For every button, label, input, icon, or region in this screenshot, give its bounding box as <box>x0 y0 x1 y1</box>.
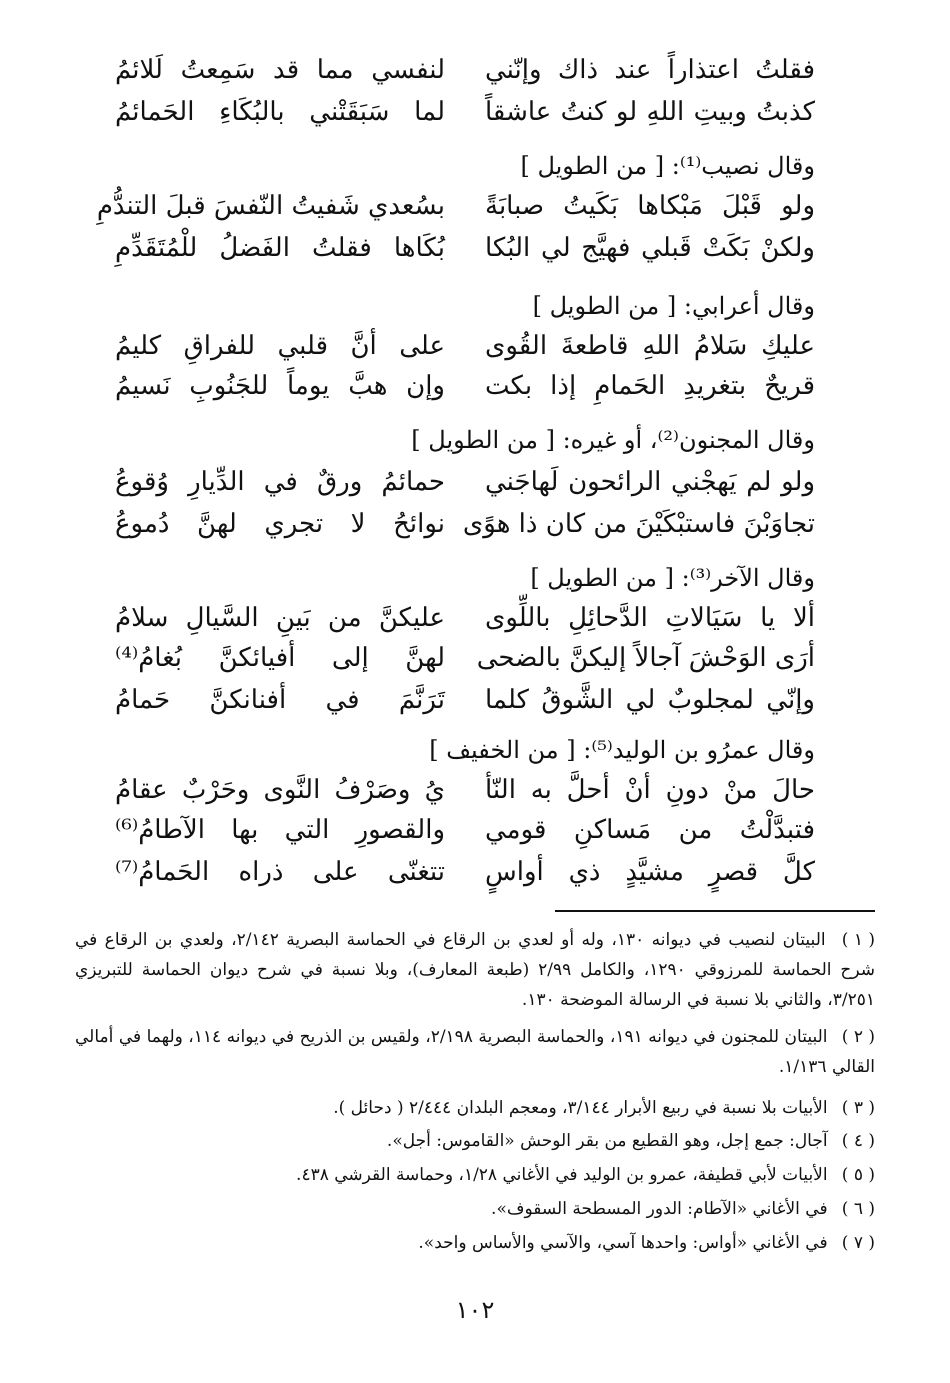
footnote-text: الأبيات بلا نسبة في ربيع الأبرار ٣/١٤٤، ومعجم البلدان ٢/٤٤٤ ( دحائل ). <box>333 1098 828 1118</box>
verse-line <box>115 326 815 366</box>
verse-second-hemistich: على أنَّ قلبي للفراقِ كليمُ <box>115 331 445 361</box>
poem-intro: وقال نصيب⁽¹⁾: [ من الطويل ] <box>520 152 815 180</box>
footnote-number: ( ١ ) <box>841 930 875 950</box>
verse-first-hemistich: كذبتُ وبيتِ اللهِ لو كنتُ عاشقاً <box>485 97 815 127</box>
verse-line <box>115 462 815 502</box>
footnote-text: في الأغاني «أواس: واحدها آسي، والآسي والأساس واحد». <box>418 1233 828 1253</box>
footnote-number: ( ٤ ) <box>841 1131 875 1151</box>
footnote <box>75 1194 875 1224</box>
verse-line <box>115 366 815 406</box>
verse-second-hemistich: يُ وصَرْفُ النَّوى وحَرْبٌ عقامُ <box>115 775 445 805</box>
verse-line <box>115 50 815 90</box>
verse-first-hemistich: فقلتُ اعتذاراً عند ذاك وإنّني <box>485 55 815 85</box>
footnote-number: ( ٧ ) <box>841 1233 875 1253</box>
verse-line <box>115 92 815 132</box>
verse-second-hemistich: نوائحُ لا تجري لهنَّ دُموعُ <box>115 509 445 539</box>
verse-second-hemistich: لهنَّ إلى أفيائكنَّ بُغامُ⁽⁴⁾ <box>115 643 445 673</box>
footnote-number: ( ٢ ) <box>841 1027 876 1047</box>
verse-first-hemistich: ألا يا سَيَالاتِ الدَّحائِلِ باللِّوى <box>485 603 815 633</box>
page-number: ١٠٢ <box>455 1296 495 1324</box>
verse-line <box>96 186 815 226</box>
verse-first-hemistich: ولكنْ بَكَتْ قَبلي فهيَّج لي البُكا <box>485 233 815 263</box>
verse-first-hemistich: قريحٌ بتغريدِ الحَمامِ إذا بكت <box>485 371 815 401</box>
verse-line <box>115 638 815 678</box>
footnote-text: البيتان للمجنون في ديوانه ١٩١، والحماسة البصرية ٢/١٩٨، ولقيس بن الذريح في ديوانه ١١٤، ولهما في أمالي القالي ١/١٣٦. <box>75 1027 875 1077</box>
verse-second-hemistich: حمائمُ ورقٌ في الدِّيارِ وُقوعُ <box>115 467 445 497</box>
verse-first-hemistich: فتبدَّلْتُ من مَساكنِ قومي <box>485 815 815 845</box>
footnote-text: في الأغاني «الآطام: الدور المسطحة السقوف». <box>491 1199 828 1219</box>
verse-second-hemistich: والقصورِ التي بها الآطامُ⁽⁶⁾ <box>115 815 445 845</box>
poem-intro: وقال الآخر⁽³⁾: [ من الطويل ] <box>530 564 815 592</box>
footnote-text: البيتان لنصيب في ديوانه ١٣٠، وله أو لعدي بن الرقاع في الحماسة البصرية ٢/١٤٢، ولعدي بن الرقاع في شرح الحماسة للمرزوقي ١٢٩٠، والكامل ٢/٩٩ (طبعة المعارف)، وبلا نسبة في شرح ديوان الحماسة للتبريزي ٣/٢٥١، والثاني بلا نسبة في الرسالة الموضحة ١٣٠. <box>75 930 875 1010</box>
verse-first-hemistich: أرَى الوَحْشَ آجالاً إليكنَّ بالضحى <box>476 643 815 673</box>
verse-first-hemistich: ولو قَبْلَ مَبْكاها بَكَيتُ صبابَةً <box>485 191 815 221</box>
verse-second-hemistich: تَرَنَّمَ في أفنانكنَّ حَمامُ <box>115 685 445 715</box>
verse-second-hemistich: وإن هبَّ يوماً للجَنُوبِ نَسيمُ <box>115 371 445 401</box>
verse-second-hemistich: تتغنّى على ذراه الحَمامُ⁽⁷⁾ <box>115 857 445 887</box>
verse-first-hemistich: حالَ منْ دونِ أنْ أحلَّ به النّأ <box>485 775 815 805</box>
footnote-number: ( ٦ ) <box>841 1199 875 1219</box>
verse-line <box>115 810 815 850</box>
verse-second-hemistich: عليكنَّ من بَينِ السَّيالِ سلامُ <box>115 603 445 633</box>
verse-first-hemistich: وإنّي لمجلوبٌ لي الشَّوقُ كلما <box>485 685 815 715</box>
verse-first-hemistich: تجاوَبْنَ فاستبْكَيْنَ من كان ذا هوًى <box>462 509 815 539</box>
footnote-text: آجال: جمع إجل، وهو القطيع من بقر الوحش «القاموس: أجل». <box>386 1131 828 1151</box>
verse-first-hemistich: ولو لم يَهجْني الرائحون لَهاجَني <box>485 467 815 497</box>
verse-second-hemistich: لما سَبَقَتْني بالبُكَاءِ الحَمائمُ <box>115 97 445 127</box>
footnote <box>75 1160 875 1190</box>
verse-first-hemistich: عليكِ سَلامُ اللهِ قاطعةَ القُوى <box>485 331 815 361</box>
poem-intro: وقال المجنون⁽²⁾، أو غيره: [ من الطويل ] <box>411 426 815 454</box>
footnote <box>75 1093 875 1123</box>
verse-first-hemistich: كلَّ قصرٍ مشيَّدٍ ذي أواسٍ <box>485 857 815 887</box>
verse-second-hemistich: لنفسي مما قد سَمِعتُ لَلائمُ <box>115 55 445 85</box>
footnote-number: ( ٥ ) <box>841 1165 875 1185</box>
footnote <box>75 1228 875 1258</box>
verse-second-hemistich: بسُعدي شَفيتُ النّفسَ قبلَ التندُّمِ <box>96 191 445 221</box>
verse-second-hemistich: بُكَاها فقلتُ الفَضلُ للْمُتَقَدِّمِ <box>115 233 445 263</box>
footnote-text: الأبيات لأبي قطيفة، عمرو بن الوليد في الأغاني ١/٢٨، وحماسة القرشي ٤٣٨. <box>296 1165 828 1185</box>
verse-line <box>115 852 815 892</box>
verse-line <box>115 680 815 720</box>
verse-line <box>115 770 815 810</box>
verse-line <box>115 228 815 268</box>
footnote <box>75 1022 875 1082</box>
footnote <box>75 925 875 1015</box>
footnote-number: ( ٣ ) <box>841 1098 875 1118</box>
footnote-separator <box>555 910 875 912</box>
poem-intro: وقال عمرُو بن الوليد⁽⁵⁾: [ من الخفيف ] <box>429 736 815 764</box>
verse-line <box>115 504 815 544</box>
verse-line <box>115 598 815 638</box>
poem-intro: وقال أعرابي: [ من الطويل ] <box>532 292 815 320</box>
footnote <box>75 1126 875 1156</box>
